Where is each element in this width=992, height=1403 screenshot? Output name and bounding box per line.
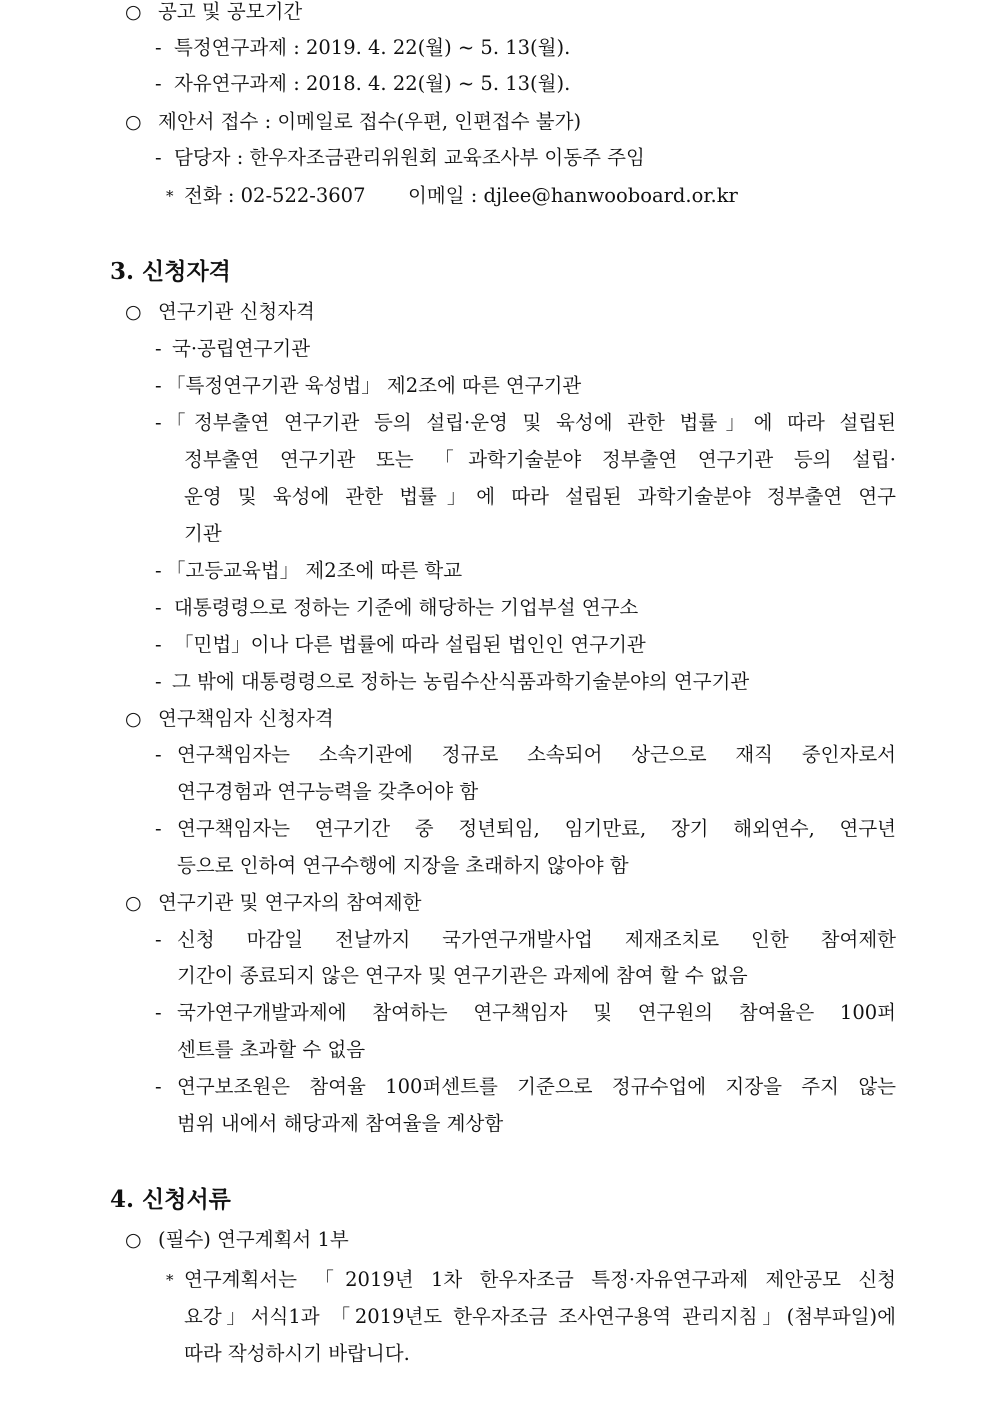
restriction-item [0, 995, 992, 1031]
section-heading-4: 4. 신청서류 [110, 1186, 231, 1213]
submission-title: 제안서 접수 : 이메일로 접수(우편, 인편접수 불가) [158, 110, 582, 133]
dash-bullet: - [155, 72, 162, 95]
dash-bullet: - [155, 559, 162, 582]
note-text: 따라 작성하시기 바랍니다. [184, 1342, 410, 1365]
dash-bullet: - [155, 817, 162, 840]
researcher-title: 연구책임자 신청자격 [158, 707, 334, 730]
section-heading-3: 3. 신청자격 [110, 258, 231, 285]
institution-item-text: 「특정연구기관 육성법」 제2조에 따른 연구기관 [166, 374, 582, 397]
researcher-item-cont [0, 774, 992, 810]
institution-item-cont [0, 442, 992, 478]
asterisk-bullet: * [166, 187, 174, 205]
institution-item [0, 553, 992, 589]
institution-item [0, 590, 992, 626]
researcher-item-text: 연구책임자는 소속기관에 정규로 소속되어 상근으로 재직 중인자로서 [177, 743, 896, 766]
circle-bullet: ○ [125, 708, 142, 730]
restriction-heading-line [0, 885, 992, 921]
restriction-item [0, 922, 992, 958]
contact-phone: 전화 : 02-522-3607 [184, 184, 366, 207]
researcher-item-cont [0, 848, 992, 884]
researcher-item [0, 811, 992, 847]
note-text: 연구계획서는 「2019년 1차 한우자조금 특정·자유연구과제 제안공모 신청 [184, 1268, 896, 1291]
restriction-item-text: 신청 마감일 전날까지 국가연구개발사업 제재조치로 인한 참여제한 [177, 928, 896, 951]
circle-bullet: ○ [125, 892, 142, 914]
restriction-item-cont [0, 958, 992, 994]
period-heading-line [0, 0, 992, 30]
contact-detail-line [0, 178, 992, 214]
restriction-item-text: 범위 내에서 해당과제 참여율을 계상함 [177, 1112, 504, 1135]
institution-item-text: 대통령령으로 정하는 기준에 해당하는 기업부설 연구소 [174, 596, 639, 619]
restriction-item-cont [0, 1032, 992, 1068]
required-title: (필수) 연구계획서 1부 [158, 1228, 349, 1251]
period-item-text: 특정연구과제 : 2019. 4. 22(월) ~ 5. 13(월). [174, 36, 571, 59]
restriction-item-text: 연구보조원은 참여율 100퍼센트를 기준으로 정규수업에 지장을 주지 않는 [177, 1075, 896, 1098]
institution-item-text: 「고등교육법」 제2조에 따른 학교 [166, 559, 463, 582]
period-item [0, 30, 992, 66]
institution-item-text: 운영 및 육성에 관한 법률」에 따라 설립된 과학기술분야 정부출연 연구 [184, 485, 896, 508]
note-line-cont [0, 1299, 992, 1335]
institution-item-text: 정부출연 연구기관 또는 「과학기술분야 정부출연 연구기관 등의 설립· [184, 448, 896, 471]
asterisk-bullet: * [166, 1271, 174, 1289]
institution-item-cont [0, 479, 992, 515]
contact-person-line [0, 140, 992, 176]
period-item [0, 66, 992, 102]
dash-bullet: - [155, 411, 162, 434]
institution-item-text: 「정부출연 연구기관 등의 설립·운영 및 육성에 관한 법률」에 따라 설립된 [166, 411, 896, 434]
circle-bullet: ○ [125, 301, 142, 323]
institution-item-text: 기관 [184, 522, 222, 545]
dash-bullet: - [155, 633, 162, 656]
institution-item-text: 그 밖에 대통령령으로 정하는 농림수산식품과학기술분야의 연구기관 [172, 670, 750, 693]
period-title: 공고 및 공모기간 [158, 0, 303, 23]
restriction-item [0, 1069, 992, 1105]
circle-bullet: ○ [125, 1229, 142, 1251]
restriction-item-text: 국가연구개발과제에 참여하는 연구책임자 및 연구원의 참여율은 100퍼 [177, 1001, 896, 1024]
circle-bullet: ○ [125, 1, 142, 23]
institution-item-text: 「민법」이나 다른 법률에 따라 설립된 법인인 연구기관 [174, 633, 646, 656]
required-heading-line [0, 1222, 992, 1258]
institution-title: 연구기관 신청자격 [158, 300, 315, 323]
contact-person: 담당자 : 한우자조금관리위원회 교육조사부 이동주 주임 [174, 146, 645, 169]
dash-bullet: - [155, 146, 162, 169]
institution-heading-line [0, 294, 992, 330]
researcher-item [0, 737, 992, 773]
restriction-item-text: 기간이 종료되지 않은 연구자 및 연구기관은 과제에 참여 할 수 없음 [177, 964, 748, 987]
dash-bullet: - [155, 670, 162, 693]
institution-item [0, 405, 992, 441]
researcher-heading-line [0, 701, 992, 737]
dash-bullet: - [155, 596, 162, 619]
dash-bullet: - [155, 337, 162, 360]
note-line [0, 1262, 992, 1298]
researcher-item-text: 연구경험과 연구능력을 갖추어야 함 [177, 780, 479, 803]
circle-bullet: ○ [125, 111, 142, 133]
dash-bullet: - [155, 1001, 162, 1024]
dash-bullet: - [155, 928, 162, 951]
dash-bullet: - [155, 36, 162, 59]
institution-item [0, 331, 992, 367]
contact-email: 이메일 : djlee@hanwooboard.or.kr [408, 184, 738, 207]
researcher-item-text: 연구책임자는 연구기간 중 정년퇴임, 임기만료, 장기 해외연수, 연구년 [177, 817, 896, 840]
restriction-title: 연구기관 및 연구자의 참여제한 [158, 891, 422, 914]
note-line-cont [0, 1336, 992, 1372]
institution-item-text: 국·공립연구기관 [172, 337, 311, 360]
institution-item [0, 368, 992, 404]
institution-item [0, 664, 992, 700]
period-item-text: 자유연구과제 : 2018. 4. 22(월) ~ 5. 13(월). [174, 72, 571, 95]
dash-bullet: - [155, 374, 162, 397]
dash-bullet: - [155, 743, 162, 766]
note-text: 요강」서식1과 「2019년도 한우자조금 조사연구용역 관리지침」(첨부파일)에 [184, 1305, 896, 1328]
restriction-item-text: 센트를 초과할 수 없음 [177, 1038, 366, 1061]
restriction-item-cont [0, 1106, 992, 1142]
institution-item [0, 627, 992, 663]
submission-line [0, 104, 992, 140]
researcher-item-text: 등으로 인하여 연구수행에 지장을 초래하지 않아야 함 [177, 854, 629, 877]
dash-bullet: - [155, 1075, 162, 1098]
institution-item-cont [0, 516, 992, 552]
